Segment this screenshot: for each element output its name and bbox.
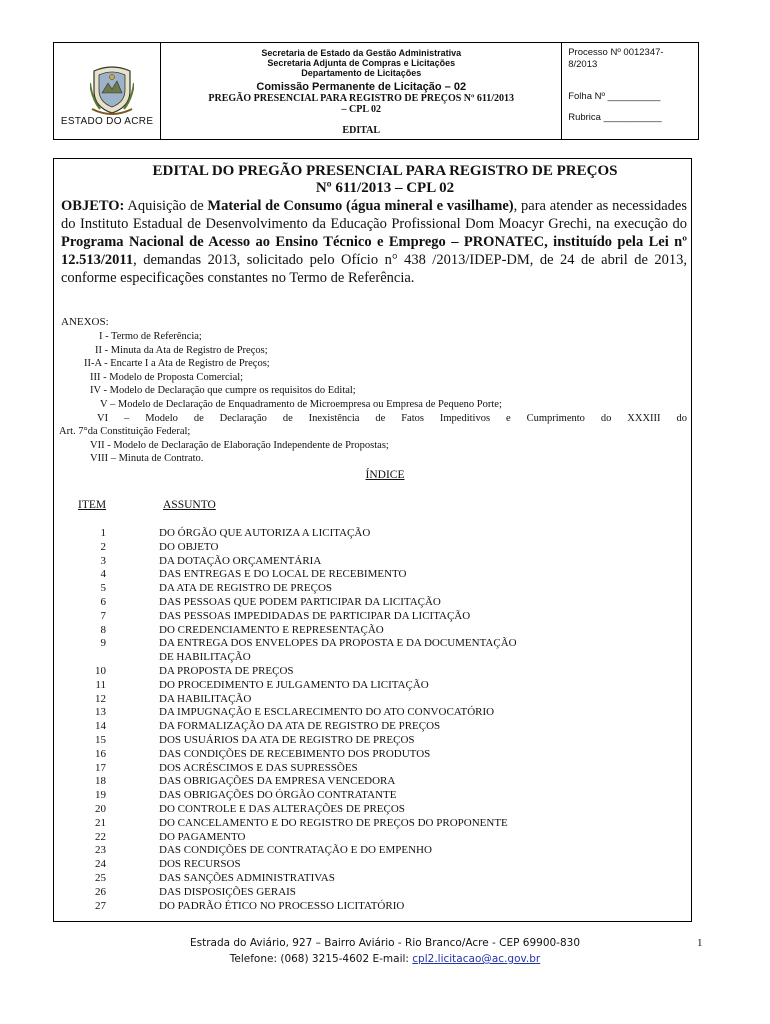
processo-number: Processo Nº 0012347-8/2013 [568,47,664,70]
table-row [0,610,700,624]
item-number: 17 [95,761,106,774]
item-number: 26 [95,885,106,898]
table-row [0,844,700,858]
table-row [0,762,700,776]
objeto-paragraph [61,197,687,287]
objeto-text-1: Aquisição de [124,198,208,214]
objeto-text-2: , para atender as necessidades do Instituto Estadual de Desenvolvimento da Educação Profissional Dom Moacyr Grechi, na execução do [61,198,687,232]
logo-cell [54,43,161,139]
table-row [0,679,700,693]
pregao-line: PREGÃO PRESENCIAL PARA REGISTRO DE PREÇOS Nº 611/2013 [208,93,515,104]
item-subject: DA HABILITAÇÃO [159,692,252,705]
process-info [562,43,698,139]
edital-label: EDITAL [342,125,381,136]
item-subject: DAS ENTREGAS E DO LOCAL DE RECEBIMENTO [159,568,407,581]
item-number: 22 [95,830,106,843]
table-row [0,582,700,596]
item-number: 15 [95,734,106,746]
objeto-bold-1: Material de Consumo (água mineral e vasilhame) [207,198,514,214]
rubrica-field: Rubrica ___________ [568,112,662,123]
objeto-label: OBJETO: [61,198,125,214]
page-number: 1 [697,937,703,949]
item-number: 6 [100,596,106,608]
item-subject: DE HABILITAÇÃO [159,651,251,664]
anexo-item: IV - Modelo de Declaração que cumpre os requisitos do Edital; [90,385,356,397]
item-subject: DAS OBRIGAÇÕES DA EMPRESA VENCEDORA [159,775,396,788]
column-header-item: ITEM [78,499,107,511]
item-subject: DAS PESSOAS QUE PODEM PARTICIPAR DA LICITAÇÃO [159,596,441,608]
anexos-heading: ANEXOS: [61,316,109,328]
table-row [0,789,700,803]
item-number: 14 [95,720,106,733]
item-subject: DA ATA DE REGISTRO DE PREÇOS [159,582,333,595]
objeto-bold-2: Programa Nacional de Acesso ao Ensino Técnico e Emprego – PRONATEC, instituído pela Lei nº 12.513/2011 [61,234,687,268]
item-subject: DAS CONDIÇÕES DE RECEBIMENTO DOS PRODUTOS [159,747,431,760]
table-row [0,541,700,555]
item-number: 25 [95,872,106,884]
table-row [0,637,700,651]
table-row [0,651,700,665]
table-row [0,734,700,748]
item-number: 3 [100,554,106,567]
table-row [0,527,700,541]
objeto-text-3: , demandas 2013, solicitado pelo Ofício n° 438 /2013/IDEP-DM, de 24 de abril de 2013, conforme especificações constantes no Termo de Referência. [61,252,687,286]
item-subject: DOS USUÁRIOS DA ATA DE REGISTRO DE PREÇOS [159,734,415,746]
item-subject: DO PROCEDIMENTO E JULGAMENTO DA LICITAÇÃO [159,678,429,691]
folha-field: Folha Nº __________ [568,91,661,102]
header-titles [161,43,562,139]
anexo-item: II-A - Encarte I a Ata de Registro de Preços; [84,358,270,370]
table-row [0,665,700,679]
item-subject: DAS SANÇÕES ADMINISTRATIVAS [159,872,335,884]
item-subject: DAS CONDIÇÕES DE CONTRATAÇÃO E DO EMPENHO [159,844,432,857]
anexo-item: II - Minuta da Ata de Registro de Preços; [95,344,268,356]
anexo-item: I - Termo de Referência; [99,331,202,342]
table-row [0,775,700,789]
item-subject: DO PAGAMENTO [159,830,246,843]
table-row [0,555,700,569]
item-number: 2 [100,540,106,553]
anexo-item-continuation: Art. 7°da Constituição Federal; [59,426,191,438]
item-subject: DA ENTREGA DOS ENVELOPES DA PROPOSTA E DA DOCUMENTAÇÃO [159,637,517,650]
anexo-item: VII - Modelo de Declaração de Elaboração Independente de Propostas; [90,439,389,451]
document-subtitle: Nº 611/2013 – CPL 02 [315,180,455,196]
table-row [0,720,700,734]
table-row [0,872,700,886]
table-row [0,886,700,900]
item-subject: DOS ACRÉSCIMOS E DAS SUPRESSÕES [159,761,358,774]
table-row [0,803,700,817]
item-subject: DO CREDENCIAMENTO E REPRESENTAÇÃO [159,623,384,636]
table-row [0,748,700,762]
item-number: 21 [95,816,106,829]
item-subject: DAS OBRIGAÇÕES DO ÓRGÃO CONTRATANTE [159,789,397,802]
cpl-line: – CPL 02 [341,104,381,115]
comissao-line: Comissão Permanente de Licitação – 02 [256,81,467,93]
table-row [0,624,700,638]
document-header [53,42,699,140]
document-title: EDITAL DO PREGÃO PRESENCIAL PARA REGISTRO DE PREÇOS [152,163,618,179]
item-number: 10 [95,665,106,677]
item-number: 19 [95,789,106,802]
departamento-line: Departamento de Licitações [301,68,422,78]
anexos-list [61,330,687,466]
anexo-item: VI – Modelo de Declaração de Inexistência de Fatos Impeditivos e Cumprimento do XXXIII do [97,412,687,424]
table-row [0,568,700,582]
item-number: 16 [95,747,106,760]
table-row [0,693,700,707]
state-seal-icon [90,63,134,115]
item-number: 27 [95,899,106,912]
item-subject: DO CONTROLE E DAS ALTERAÇÕES DE PREÇOS [159,803,405,815]
item-subject: DA FORMALIZAÇÃO DA ATA DE REGISTRO DE PREÇOS [159,720,441,733]
item-number: 1 [100,527,106,539]
item-subject: DAS PESSOAS IMPEDIDADAS DE PARTICIPAR DA LICITAÇÃO [159,609,471,622]
item-subject: DO OBJETO [159,540,219,553]
item-number: 9 [100,637,106,650]
item-subject: DAS DISPOSIÇÕES GERAIS [159,885,296,898]
secretaria-line: Secretaria de Estado da Gestão Administrativa [261,48,462,58]
anexo-item: V – Modelo de Declaração de Enquadramento de Microempresa ou Empresa de Pequeno Porte; [100,398,502,410]
table-row [0,706,700,720]
indice-title: ÍNDICE [365,469,405,481]
item-number: 13 [95,706,106,719]
anexo-item: III - Modelo de Proposta Comercial; [90,371,244,383]
secretaria-adjunta-line: Secretaria Adjunta de Compras e Licitações [267,58,456,68]
item-subject: DO PADRÃO ÉTICO NO PROCESSO LICITATÓRIO [159,899,405,912]
item-number: 18 [95,775,106,788]
item-number: 23 [95,844,106,857]
item-subject: DA DOTAÇÃO ORÇAMENTÁRIA [159,554,322,567]
item-subject: DA IMPUGNAÇÃO E ESCLARECIMENTO DO ATO CONVOCATÓRIO [159,706,495,719]
item-number: 12 [95,692,106,705]
table-row [0,858,700,872]
item-number: 5 [100,582,106,595]
table-row [0,817,700,831]
footer-contact [0,953,770,965]
state-label: ESTADO DO ACRE [60,116,154,127]
item-subject: DA PROPOSTA DE PREÇOS [159,665,294,677]
item-number: 11 [95,678,106,691]
footer-address: Estrada do Aviário, 927 – Bairro Aviário - Rio Branco/Acre - CEP 69900-830 [189,937,581,949]
footer-phone: Telefone: (068) 3215-4602 E-mail: [229,953,413,965]
item-subject: DOS RECURSOS [159,858,241,871]
item-number: 20 [95,803,106,815]
item-number: 4 [100,568,106,581]
anexo-item: VIII – Minuta de Contrato. [90,453,204,465]
table-row [0,596,700,610]
item-subject: DO CANCELAMENTO E DO REGISTRO DE PREÇOS DO PROPONENTE [159,816,508,829]
table-row [0,831,700,845]
item-subject: DO ÓRGÃO QUE AUTORIZA A LICITAÇÃO [159,527,371,539]
item-number: 24 [95,858,106,871]
table-row [0,900,700,914]
item-number: 8 [100,623,106,636]
footer-email-link[interactable]: cpl2.licitacao@ac.gov.br [412,953,541,965]
item-number: 7 [100,609,106,622]
column-header-assunto: ASSUNTO [163,499,216,511]
